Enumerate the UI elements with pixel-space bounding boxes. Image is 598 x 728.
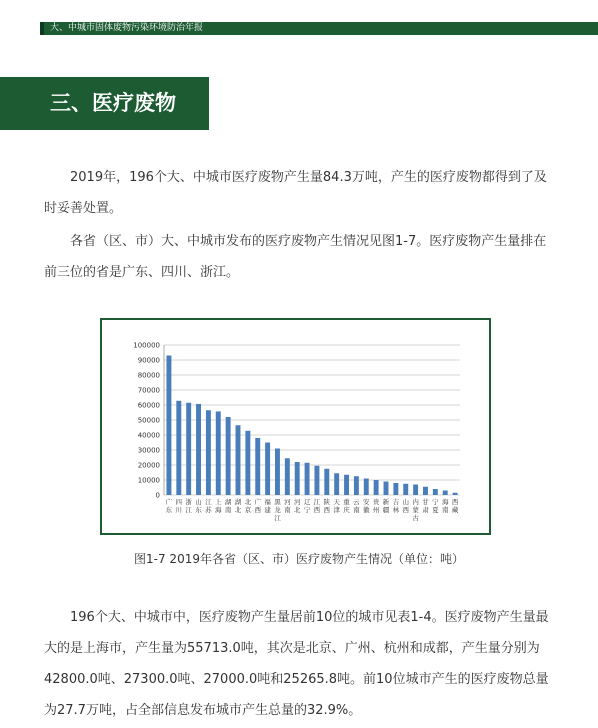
x-tick-label: 山西 bbox=[402, 498, 409, 514]
bar bbox=[285, 458, 290, 495]
bar bbox=[196, 404, 201, 495]
x-tick-label: 江西 bbox=[313, 498, 321, 514]
x-tick-label: 西藏 bbox=[451, 498, 459, 514]
y-tick-label: 50000 bbox=[137, 416, 160, 425]
y-tick-label: 10000 bbox=[137, 476, 160, 485]
bar bbox=[364, 479, 369, 496]
x-tick-label: 甘肃 bbox=[422, 498, 429, 514]
x-tick-label: 天津 bbox=[333, 498, 340, 514]
x-tick-label: 安徽 bbox=[363, 498, 370, 514]
x-tick-label: 宁夏 bbox=[432, 498, 439, 514]
bar bbox=[314, 466, 319, 495]
bar bbox=[186, 403, 191, 495]
x-tick-label: 黑龙江 bbox=[274, 498, 281, 522]
chart-frame bbox=[100, 318, 491, 535]
header-bar bbox=[40, 22, 598, 35]
header-title: 大、中城市固体废物污染环境防治年报 bbox=[50, 23, 204, 33]
bar bbox=[216, 411, 221, 495]
bar bbox=[393, 483, 398, 495]
bar bbox=[176, 401, 181, 495]
x-tick-label: 重庆 bbox=[343, 498, 350, 514]
x-tick-label: 内蒙古 bbox=[412, 498, 419, 522]
x-tick-label: 贵州 bbox=[372, 498, 380, 514]
x-tick-label: 陕西 bbox=[323, 498, 331, 514]
bar bbox=[206, 410, 211, 495]
y-tick-label: 80000 bbox=[137, 371, 160, 380]
x-tick-label: 上海 bbox=[215, 498, 222, 514]
x-tick-label: 浙江 bbox=[185, 498, 192, 514]
x-tick-label: 福建 bbox=[264, 498, 271, 514]
y-tick-label: 0 bbox=[155, 491, 160, 500]
bar bbox=[265, 443, 270, 496]
bar bbox=[324, 469, 329, 495]
section-heading bbox=[0, 77, 209, 130]
bar bbox=[166, 356, 171, 496]
bar bbox=[433, 489, 438, 495]
bar bbox=[305, 463, 310, 495]
bar bbox=[255, 438, 260, 495]
x-tick-label: 湖北 bbox=[234, 498, 242, 514]
x-tick-label: 云南 bbox=[353, 498, 360, 514]
bar bbox=[275, 449, 280, 496]
x-tick-label: 四川 bbox=[175, 498, 183, 514]
x-tick-label: 广东 bbox=[165, 498, 173, 514]
bar bbox=[443, 491, 448, 496]
y-tick-label: 40000 bbox=[137, 431, 160, 440]
x-tick-label: 辽宁 bbox=[303, 498, 311, 514]
paragraph-provinces: 各省（区、市）大、中城市发布的医疗废物产生情况见图1-7。医疗废物产生量排在前三位的省是广东、四川、浙江。 bbox=[44, 234, 547, 280]
bar bbox=[354, 476, 359, 495]
medical-waste-bar-chart bbox=[102, 320, 489, 533]
bar bbox=[423, 487, 428, 495]
y-tick-label: 90000 bbox=[137, 356, 160, 365]
x-tick-label: 北京 bbox=[244, 498, 252, 514]
x-tick-label: 山东 bbox=[195, 498, 202, 514]
figure-caption: 图1-7 2019年各省（区、市）医疗废物产生情况（单位：吨） bbox=[134, 552, 464, 566]
x-tick-label: 河南 bbox=[284, 498, 291, 514]
x-tick-label: 吉林 bbox=[392, 498, 400, 514]
bar bbox=[226, 417, 231, 495]
bar bbox=[384, 482, 389, 496]
x-tick-label: 海南 bbox=[441, 498, 449, 514]
y-tick-label: 100000 bbox=[133, 341, 160, 350]
x-tick-label: 新疆 bbox=[382, 498, 390, 514]
bar bbox=[374, 480, 379, 495]
x-tick-label: 湖南 bbox=[224, 498, 232, 514]
paragraph-intro: 2019年，196个大、中城市医疗废物产生量84.3万吨，产生的医疗废物都得到了及时妥善处置。 bbox=[44, 170, 547, 216]
paragraph-cities: 196个大、中城市中，医疗废物产生量居前10位的城市见表1-4。医疗废物产生量最大的是上海市，产生量为55713.0吨，其次是北京、广州、杭州和成都，产生量分别为42800.0吨、27300.0吨、27000.0吨和25265.8吨。前10位城市产生的医疗废物总量为27.7万吨，占全部信息发布城市产生总量的32.9%。 bbox=[44, 610, 549, 718]
y-tick-label: 30000 bbox=[137, 446, 160, 455]
bar bbox=[344, 475, 349, 495]
bar bbox=[236, 425, 241, 495]
bar bbox=[403, 484, 408, 495]
section-title: 三、医疗废物 bbox=[50, 91, 176, 115]
bar bbox=[413, 485, 418, 496]
bar bbox=[295, 462, 300, 495]
x-tick-label: 河北 bbox=[293, 498, 301, 514]
x-tick-label: 江苏 bbox=[205, 498, 212, 514]
x-tick-label: 广西 bbox=[254, 498, 261, 514]
bar bbox=[334, 473, 339, 495]
bar bbox=[453, 493, 458, 495]
y-tick-label: 60000 bbox=[137, 401, 160, 410]
y-tick-label: 20000 bbox=[137, 461, 160, 470]
y-tick-label: 70000 bbox=[137, 386, 160, 395]
bar bbox=[245, 431, 250, 495]
